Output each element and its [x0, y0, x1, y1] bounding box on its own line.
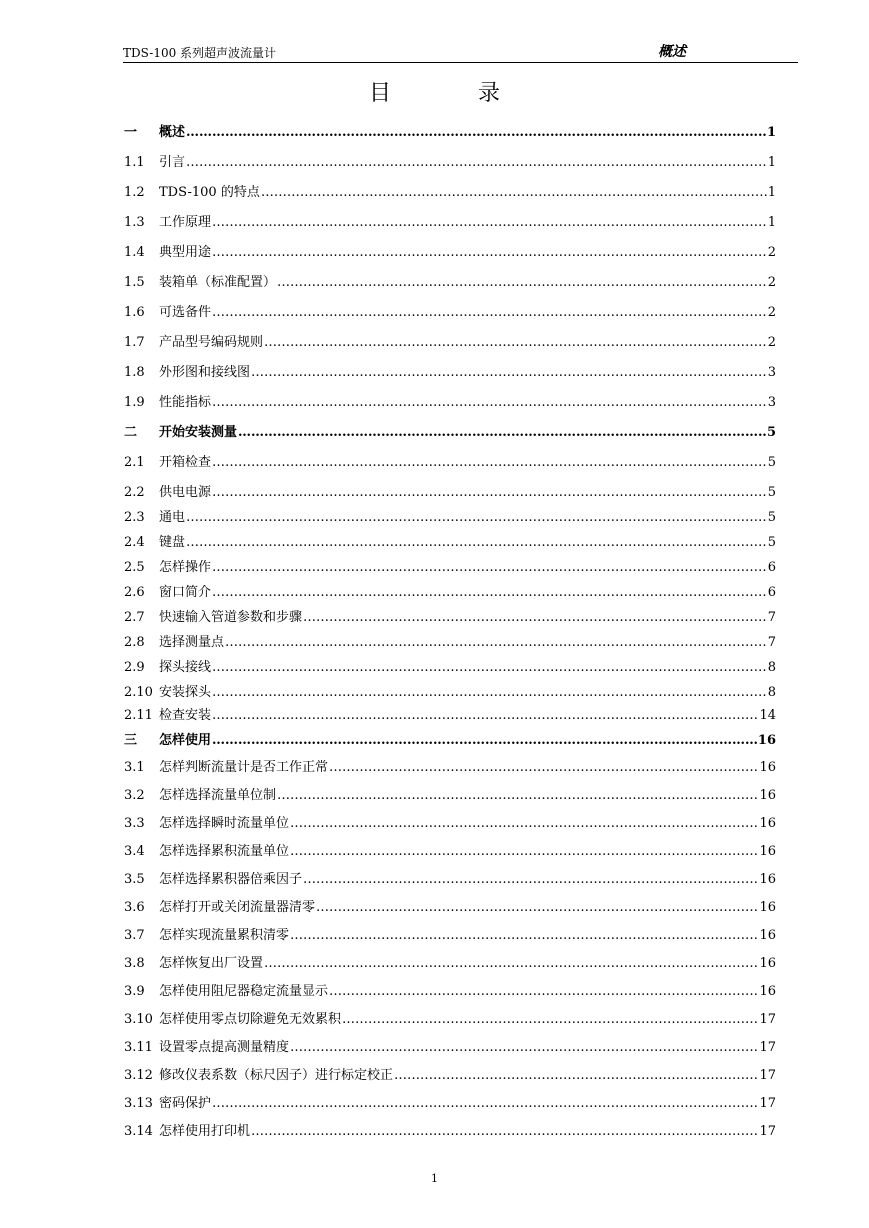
- toc-entry-page: 6: [767, 560, 776, 575]
- toc-entry[interactable]: [124, 534, 776, 552]
- toc-leader-dots: [290, 927, 758, 945]
- toc-entry-title: 怎样操作: [159, 560, 212, 575]
- toc-entry-page: 1: [767, 155, 776, 170]
- toc-leader-dots: [212, 684, 767, 702]
- toc-entry[interactable]: [124, 274, 776, 292]
- toc-entry-page: 16: [759, 984, 776, 999]
- toc-entry-title: 怎样实现流量累积清零: [159, 928, 290, 943]
- toc-leader-dots: [251, 364, 767, 382]
- toc-entry-number: 1.9: [124, 395, 145, 410]
- toc-leader-dots: [277, 274, 767, 292]
- toc-entry-page: 1: [766, 125, 776, 140]
- toc-entry-page: 2: [767, 335, 776, 350]
- toc-entry-title: 供电电源: [159, 485, 212, 500]
- toc-entry-number: 1.7: [124, 335, 145, 350]
- toc-entry-number: 三: [124, 733, 138, 748]
- toc-entry-page: 16: [759, 928, 776, 943]
- toc-leader-dots: [290, 1039, 758, 1057]
- toc-leader-dots: [238, 424, 766, 442]
- toc-entry-page: 5: [767, 510, 776, 525]
- toc-entry-number: 3.4: [124, 844, 145, 859]
- toc-entry[interactable]: [124, 609, 776, 627]
- toc-leader-dots: [212, 1095, 758, 1113]
- toc-entry-title: 快速输入管道参数和步骤: [159, 610, 303, 625]
- toc-entry[interactable]: [124, 334, 776, 352]
- toc-entry-page: 7: [767, 635, 776, 650]
- toc-entry[interactable]: [124, 214, 776, 232]
- toc-entry-page: 3: [767, 365, 776, 380]
- toc-leader-dots: [186, 124, 766, 142]
- toc-leader-dots: [225, 634, 767, 652]
- toc-entry-title: 装箱单（标准配置）: [159, 275, 277, 290]
- toc-entry-page: 16: [759, 788, 776, 803]
- toc-entry[interactable]: [124, 732, 776, 750]
- toc-entry[interactable]: [124, 1039, 776, 1057]
- toc-leader-dots: [212, 454, 767, 472]
- toc-leader-dots: [329, 983, 758, 1001]
- toc-entry-title: 开箱检查: [159, 455, 212, 470]
- toc-entry-title: TDS-100 的特点: [159, 185, 260, 200]
- toc-leader-dots: [264, 334, 767, 352]
- toc-entry[interactable]: [124, 1067, 776, 1085]
- toc-entry-page: 14: [759, 708, 776, 723]
- toc-leader-dots: [394, 1067, 758, 1085]
- toc-leader-dots: [212, 559, 767, 577]
- toc-leader-dots: [329, 759, 758, 777]
- toc-entry[interactable]: [124, 154, 776, 172]
- toc-entry[interactable]: [124, 124, 776, 142]
- toc-entry-number: 1.5: [124, 275, 145, 290]
- toc-entry[interactable]: [124, 843, 776, 861]
- toc-entry-title: 修改仪表系数（标尺因子）进行标定校正: [159, 1068, 394, 1083]
- toc-entry-title: 键盘: [159, 535, 186, 550]
- toc-entry-number: 2.7: [124, 610, 145, 625]
- toc-entry-number: 2.6: [124, 585, 145, 600]
- toc-entry-title: 怎样选择累积器倍乘因子: [159, 872, 303, 887]
- toc-entry-title: 外形图和接线图: [159, 365, 251, 380]
- toc-entry-title: 怎样使用阻尼器稳定流量显示: [159, 984, 329, 999]
- toc-entry-page: 17: [759, 1096, 776, 1111]
- toc-entry-number: 1.1: [124, 155, 145, 170]
- toc-leader-dots: [303, 609, 767, 627]
- toc-entry-title: 密码保护: [159, 1096, 212, 1111]
- toc-entry[interactable]: [124, 634, 776, 652]
- toc-entry[interactable]: [124, 559, 776, 577]
- toc-entry[interactable]: [124, 787, 776, 805]
- toc-entry-title: 通电: [159, 510, 186, 525]
- toc-entry-title: 产品型号编码规则: [159, 335, 264, 350]
- header-section-title: 概述: [658, 44, 686, 60]
- toc-entry-number: 3.1: [124, 760, 145, 775]
- toc-leader-dots: [186, 154, 767, 172]
- toc-entry[interactable]: [124, 454, 776, 472]
- toc-entry-page: 16: [759, 816, 776, 831]
- toc-entry-title: 典型用途: [159, 245, 212, 260]
- toc-entry-page: 7: [767, 610, 776, 625]
- toc-leader-dots: [212, 484, 767, 502]
- toc-leader-dots: [212, 584, 767, 602]
- toc-leader-dots: [212, 244, 767, 262]
- toc-entry-title: 怎样使用零点切除避免无效累积: [159, 1012, 342, 1027]
- toc-entry-page: 8: [767, 660, 776, 675]
- toc-entry-number: 3.13: [124, 1096, 153, 1111]
- toc-entry-number: 2.11: [124, 708, 153, 723]
- toc-entry-title: 设置零点提高测量精度: [159, 1040, 290, 1055]
- toc-entry-number: 3.12: [124, 1068, 153, 1083]
- toc-entry-title: 选择测量点: [159, 635, 225, 650]
- toc-entry-number: 3.6: [124, 900, 145, 915]
- toc-entry-page: 8: [767, 685, 776, 700]
- toc-entry-number: 二: [124, 425, 138, 440]
- toc-leader-dots: [290, 843, 758, 861]
- toc-entry-page: 6: [767, 585, 776, 600]
- toc-entry-title: 怎样使用打印机: [159, 1124, 251, 1139]
- toc-entry-number: 3.7: [124, 928, 145, 943]
- toc-entry-page: 5: [767, 535, 776, 550]
- toc-entry-number: 3.10: [124, 1012, 153, 1027]
- toc-entry-title: 怎样选择累积流量单位: [159, 844, 290, 859]
- page-title: 目 录: [369, 81, 540, 106]
- toc-entry[interactable]: [124, 1123, 776, 1141]
- toc-entry-page: 16: [759, 900, 776, 915]
- page-header: [123, 42, 798, 63]
- toc-leader-dots: [264, 955, 758, 973]
- toc-entry-number: 1.4: [124, 245, 145, 260]
- toc-entry-page: 5: [766, 425, 776, 440]
- toc-entry-title: 性能指标: [159, 395, 212, 410]
- toc-leader-dots: [261, 184, 767, 202]
- toc-entry-number: 1.3: [124, 215, 145, 230]
- toc-leader-dots: [212, 304, 767, 322]
- toc-leader-dots: [251, 1123, 758, 1141]
- toc-entry-number: 1.6: [124, 305, 145, 320]
- toc-leader-dots: [316, 899, 758, 917]
- toc-entry-title: 检查安装: [159, 708, 212, 723]
- toc-entry[interactable]: [124, 927, 776, 945]
- toc-entry[interactable]: [124, 364, 776, 382]
- toc-entry-title: 怎样选择瞬时流量单位: [159, 816, 290, 831]
- toc-entry-page: 16: [759, 760, 776, 775]
- toc-entry-title: 怎样使用: [159, 733, 212, 748]
- toc-entry-title: 窗口简介: [159, 585, 212, 600]
- toc-entry-page: 16: [757, 733, 776, 748]
- toc-entry-page: 17: [759, 1012, 776, 1027]
- toc-leader-dots: [212, 707, 758, 725]
- toc-entry-title: 怎样恢复出厂设置: [159, 956, 264, 971]
- toc-entry-title: 怎样选择流量单位制: [159, 788, 277, 803]
- toc-entry-title: 怎样打开或关闭流量器清零: [159, 900, 316, 915]
- toc-entry-title: 可选备件: [159, 305, 212, 320]
- toc-leader-dots: [212, 659, 767, 677]
- toc-entry[interactable]: [124, 424, 776, 442]
- toc-leader-dots: [186, 509, 767, 527]
- toc-entry[interactable]: [124, 955, 776, 973]
- toc-entry-page: 2: [767, 245, 776, 260]
- toc-entry-number: 2.2: [124, 485, 145, 500]
- toc-entry[interactable]: [124, 584, 776, 602]
- toc-entry-number: 一: [124, 125, 138, 140]
- toc-entry-number: 1.2: [124, 185, 145, 200]
- toc-entry-page: 17: [759, 1068, 776, 1083]
- toc-entry[interactable]: [124, 983, 776, 1001]
- toc-leader-dots: [212, 394, 767, 412]
- toc-leader-dots: [212, 732, 757, 750]
- toc-entry-page: 2: [767, 305, 776, 320]
- toc-entry-number: 3.8: [124, 956, 145, 971]
- toc-entry-number: 3.11: [124, 1040, 153, 1055]
- toc-entry-page: 1: [767, 215, 776, 230]
- toc-entry-number: 3.14: [124, 1124, 153, 1139]
- toc-entry-title: 怎样判断流量计是否工作正常: [159, 760, 329, 775]
- toc-entry-number: 2.1: [124, 455, 145, 470]
- toc-entry-page: 2: [767, 275, 776, 290]
- toc-entry-title: 引言: [159, 155, 186, 170]
- toc-entry-number: 2.5: [124, 560, 145, 575]
- toc-entry-page: 17: [759, 1124, 776, 1139]
- toc-entry[interactable]: [124, 1011, 776, 1029]
- toc-leader-dots: [212, 214, 767, 232]
- header-document-title: TDS-100 系列超声波流量计: [123, 46, 277, 60]
- toc-entry[interactable]: [124, 244, 776, 262]
- toc-leader-dots: [186, 534, 767, 552]
- toc-entry-title: 概述: [159, 125, 186, 140]
- toc-entry-number: 3.9: [124, 984, 145, 999]
- toc-entry-page: 5: [767, 485, 776, 500]
- toc-entry-page: 16: [759, 844, 776, 859]
- toc-entry-number: 2.9: [124, 660, 145, 675]
- toc-entry[interactable]: [124, 509, 776, 527]
- toc-entry-title: 安装探头: [159, 685, 212, 700]
- toc-entry-title: 开始安装测量: [159, 425, 238, 440]
- toc-entry[interactable]: [124, 394, 776, 412]
- toc-entry[interactable]: [124, 759, 776, 777]
- toc-entry-title: 工作原理: [159, 215, 212, 230]
- toc-entry-number: 3.3: [124, 816, 145, 831]
- toc-entry[interactable]: [124, 304, 776, 322]
- toc-entry-page: 17: [759, 1040, 776, 1055]
- toc-entry-page: 16: [759, 872, 776, 887]
- toc-entry-number: 3.2: [124, 788, 145, 803]
- toc-entry-number: 2.8: [124, 635, 145, 650]
- toc-leader-dots: [277, 787, 758, 805]
- toc-leader-dots: [290, 815, 758, 833]
- toc-entry-number: 2.3: [124, 510, 145, 525]
- page-number: 1: [431, 1172, 438, 1185]
- toc-entry[interactable]: [124, 659, 776, 677]
- toc-entry[interactable]: [124, 184, 776, 202]
- toc-entry-page: 16: [759, 956, 776, 971]
- toc-entry[interactable]: [124, 707, 776, 725]
- toc-entry[interactable]: [124, 871, 776, 889]
- toc-entry-page: 5: [767, 455, 776, 470]
- toc-entry-page: 3: [767, 395, 776, 410]
- toc-entry[interactable]: [124, 815, 776, 833]
- toc-entry-number: 2.4: [124, 535, 145, 550]
- toc-entry[interactable]: [124, 484, 776, 502]
- toc-entry-number: 3.5: [124, 872, 145, 887]
- toc-entry-title: 探头接线: [159, 660, 212, 675]
- toc-entry[interactable]: [124, 899, 776, 917]
- toc-entry[interactable]: [124, 684, 776, 702]
- toc-leader-dots: [303, 871, 758, 889]
- toc-entry-number: 2.10: [124, 685, 153, 700]
- toc-entry-page: 1: [767, 185, 776, 200]
- toc-entry-number: 1.8: [124, 365, 145, 380]
- toc-entry[interactable]: [124, 1095, 776, 1113]
- toc-leader-dots: [342, 1011, 758, 1029]
